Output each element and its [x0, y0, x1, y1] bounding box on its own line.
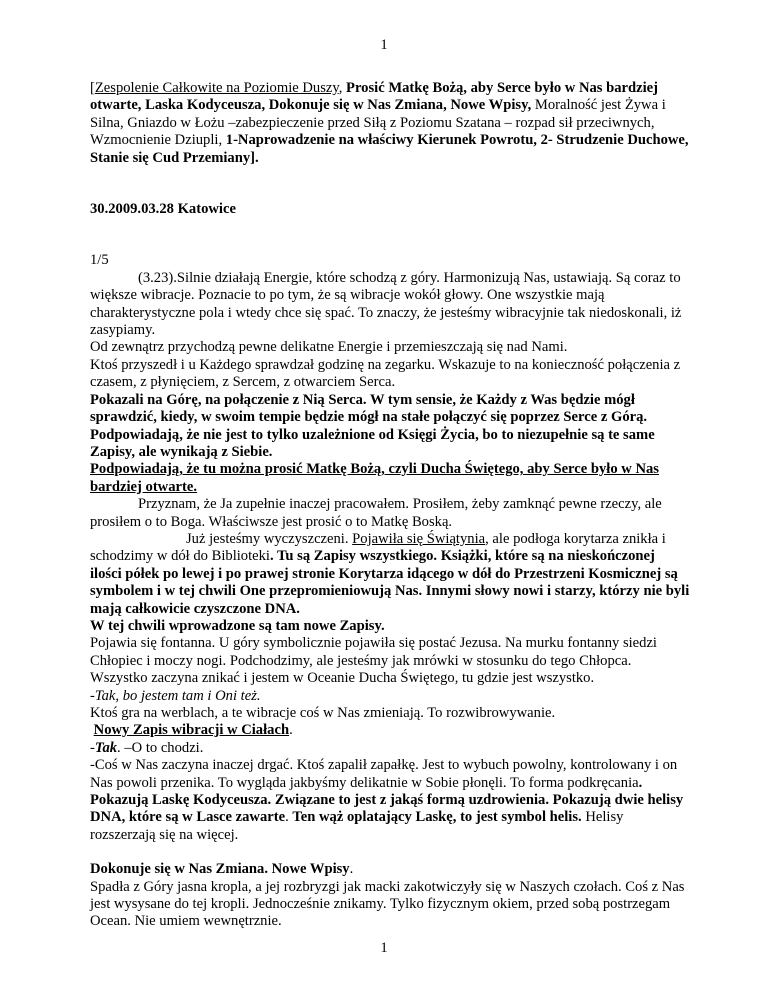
intro-bold-1: Prosić Matkę Bożą, aby Serce było w Nas bardziej otwarte, Laska Kodyceusza, Dokonuje się w Nas Zmiana, Nowe Wpisy,	[90, 80, 659, 114]
p16-end: .	[349, 861, 354, 878]
paragraph-1: (3.23).Silnie działają Energie, które schodzą z góry. Harmonizują Nas, ustawiają. Są coraz to większe wibracje. Poznacie to po tym, że są wibracje wokół głowy. One wszystkie mają charakterystyczne pola i wtedy chce się spać. To znaczy, że jesteśmy wibracyjnie tak niedoskonali, iż zasypiamy.	[90, 269, 682, 339]
paragraph-16	[90, 861, 690, 878]
p8-underlined: Pojawiła się Świątynia	[352, 530, 486, 547]
p14-rest: . –O to chodzi.	[117, 739, 204, 756]
p15-text-c: .	[285, 809, 293, 826]
intro-regular: Moralność jest Żywa i Silna, Gniazdo w Łożu –zabezpieczenie przed Siłą z Poziomu Szatana – rozpad sił przeciwnych, Wzmocnienie Dziupli,	[90, 97, 666, 149]
intro-bracket: [	[90, 80, 95, 96]
p15-bold-d: Ten wąż oplatający Laskę, to jest symbol helis.	[292, 809, 582, 826]
page-number-header: 1	[380, 37, 388, 53]
p13-end: .	[289, 722, 293, 739]
document-body	[90, 80, 690, 931]
paragraph-14	[90, 740, 690, 757]
p8-text-a: Już jesteśmy wyczyszczeni.	[186, 530, 353, 547]
p15-text-a: -Coś w Nas zaczyna inaczej drgać. Ktoś zapalił zapałkę. Jest to wybuch powolny, kontrolowany i on Nas powoli przenika. To wygląda jakbyśmy delikatnie w Sobie płonęli. To forma podkręcania	[90, 757, 678, 791]
p13-heading: Nowy Zapis wibracji w Ciałach	[93, 722, 290, 739]
paragraph-12: Ktoś gra na werblach, a te wibracje coś w Nas zmieniają. To rozwibrowywanie.	[90, 705, 556, 721]
paragraph-3: Ktoś przyszedł i u Każdego sprawdzał godzinę na zegarku. Wskazuje to na konieczność połączenia z czasem, z płynięciem, z Sercem, z otwarciem Serca.	[90, 356, 681, 391]
paragraph-7: Przyznam, że Ja zupełnie inaczej pracowałem. Prosiłem, żeby zamknąć pewne rzeczy, ale prosiłem o to Boga. Właściwsze jest prosić o to Matkę Boską.	[90, 496, 662, 530]
intro-separator: ,	[338, 80, 347, 96]
p8-text-c: , ale podłoga korytarza znikła i schodzimy w dół do Biblioteki	[90, 530, 666, 565]
intro-bold-2: 1-Naprowadzenie na właściwy Kierunek Powrotu, 2- Strudzenie Duchowe, Stanie się Cud Przemiany].	[90, 132, 689, 166]
p15-bold-b: . Pokazują Laskę Kodyceusza. Związane to jest z jakąś formą uzdrowienia. Pokazują dwie helisy DNA, które są w Lasce zawarte	[90, 774, 684, 826]
date-line: 30.2009.03.28 Katowice	[90, 201, 236, 218]
paragraph-2: Od zewnątrz przychodzą pewne delikatne Energie i przemieszczają się nad Nami.	[90, 339, 568, 356]
paragraph-4: Pokazali na Górę, na połączenie z Nią Serca. W tym sensie, że Każdy z Was będzie mógł sprawdzić, kiedy, w swoim tempie będzie mógł na stałe połączyć się poprzez Serce z Górą.	[90, 391, 648, 426]
section-number: 1/5	[90, 252, 109, 269]
paragraph-13	[90, 722, 690, 739]
paragraph-17: Spadła z Góry jasna kropla, a jej rozbryzgi jak macki zakotwiczyły się w Naszych czołach. Coś z Nas jest wysysane do tej kropli. Jednocześnie znikamy. Tylko fizycznym okiem, przed sobą postrzegam Ocean. Nie umiem wewnętrznie.	[90, 878, 685, 930]
paragraph-6: Podpowiadają, że tu można prosić Matkę Bożą, czyli Ducha Świętego, aby Serce było w Nas bardziej otwarte.	[90, 461, 659, 495]
p8-bold: . Tu są Zapisy wszystkiego. Książki, które są na nieskończonej ilości półek po lewej i po prawej stronie Korytarza idącego w dół do Przestrzeni Kosmicznej są symbolem i w tej chwili One przepromieniowują Nas. Innymi słowy nowi i starzy, którzy nie byli mają całkowicie czyszczone DNA.	[90, 548, 690, 617]
paragraph-11: -Tak, bo jestem tam i Oni też.	[90, 687, 261, 704]
paragraph-5: Podpowiadają, że nie jest to tylko uzależnione od Księgi Życia, bo to niezupełnie są te same Zapisy, ale wynikają z Siebie.	[90, 426, 655, 460]
p14-tak: Tak	[94, 739, 118, 756]
paragraph-9: W tej chwili wprowadzone są tam nowe Zapisy.	[90, 617, 385, 634]
p14-dash: -	[90, 739, 95, 756]
p15-text-e: Helisy rozszerzają się na więcej.	[90, 809, 624, 843]
intro-underlined-title: Zespolenie Całkowite na Poziomie Duszy	[94, 80, 339, 96]
p16-heading: Dokonuje się w Nas Zmiana. Nowe Wpisy	[90, 861, 350, 878]
intro-paragraph	[90, 80, 690, 167]
paragraph-8	[90, 531, 690, 618]
page-number-footer: 1	[380, 940, 388, 956]
paragraph-10: Pojawia się fontanna. U góry symbolicznie pojawiła się postać Jezusa. Na murku fontanny siedzi Chłopiec i moczy nogi. Podchodzimy, ale jesteśmy jak mrówki w stosunku do tego Chłopca. Wszystko zaczyna znikać i jestem w Oceanie Ducha Świętego, tu gdzie jest wszystko.	[90, 635, 657, 687]
paragraph-15	[90, 757, 690, 844]
